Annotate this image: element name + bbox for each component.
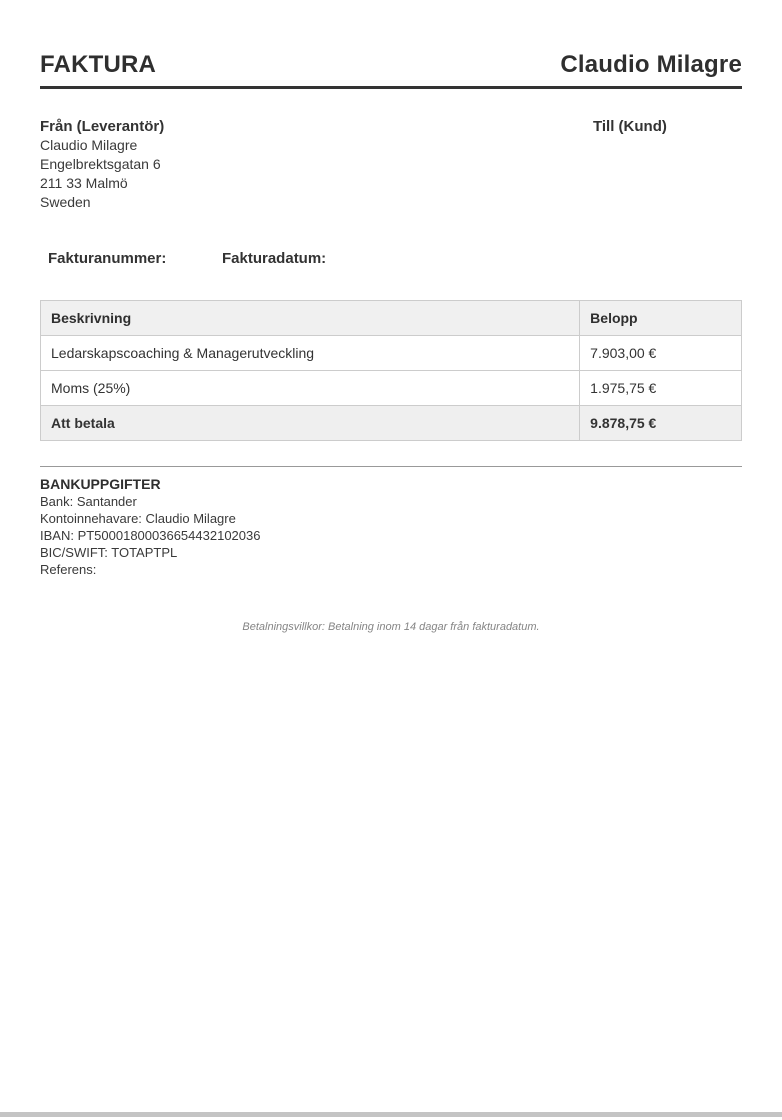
invoice-meta [40, 250, 742, 267]
invoice-document [40, 0, 742, 633]
iban: IBAN: PT50001800036654432102036 [40, 528, 261, 543]
table-row [41, 336, 742, 371]
company-name: Claudio Milagre [560, 51, 742, 78]
bank-details-section [40, 476, 742, 578]
item-amount: 7.903,00 € [580, 336, 742, 371]
bank-section-heading: BANKUPPGIFTER [40, 476, 161, 492]
table-row [41, 371, 742, 406]
column-header-description: Beskrivning [41, 301, 580, 336]
item-description: Ledarskapscoaching & Managerutveckling [41, 336, 580, 371]
vat-amount: 1.975,75 € [580, 371, 742, 406]
account-holder: Kontoinnehavare: Claudio Milagre [40, 511, 236, 526]
from-country: Sweden [40, 194, 91, 210]
total-amount: 9.878,75 € [580, 406, 742, 441]
invoice-number-label: Fakturanummer: [48, 250, 167, 267]
from-city: 211 33 Malmö [40, 175, 128, 191]
bank-name: Bank: Santander [40, 494, 137, 509]
page-title: FAKTURA [40, 51, 157, 78]
table-total-row [41, 406, 742, 441]
bic-swift: BIC/SWIFT: TOTAPTPL [40, 545, 178, 560]
from-name: Claudio Milagre [40, 137, 138, 153]
section-divider [40, 466, 742, 467]
parties-section [40, 117, 742, 212]
from-street: Engelbrektsgatan 6 [40, 156, 161, 172]
line-items-table [40, 300, 742, 441]
column-header-amount: Belopp [580, 301, 742, 336]
total-label: Att betala [41, 406, 580, 441]
from-block [40, 117, 593, 212]
window-bottom-edge [0, 1112, 782, 1117]
table-header-row [41, 301, 742, 336]
to-block [593, 117, 742, 212]
payment-terms-note: Betalningsvillkor: Betalning inom 14 dagar från fakturadatum. [242, 621, 540, 633]
to-label: Till (Kund) [593, 118, 667, 135]
reference: Referens: [40, 562, 97, 577]
invoice-date-label: Fakturadatum: [222, 250, 327, 267]
vat-description: Moms (25%) [41, 371, 580, 406]
from-label: Från (Leverantör) [40, 118, 165, 135]
invoice-header [40, 0, 742, 89]
